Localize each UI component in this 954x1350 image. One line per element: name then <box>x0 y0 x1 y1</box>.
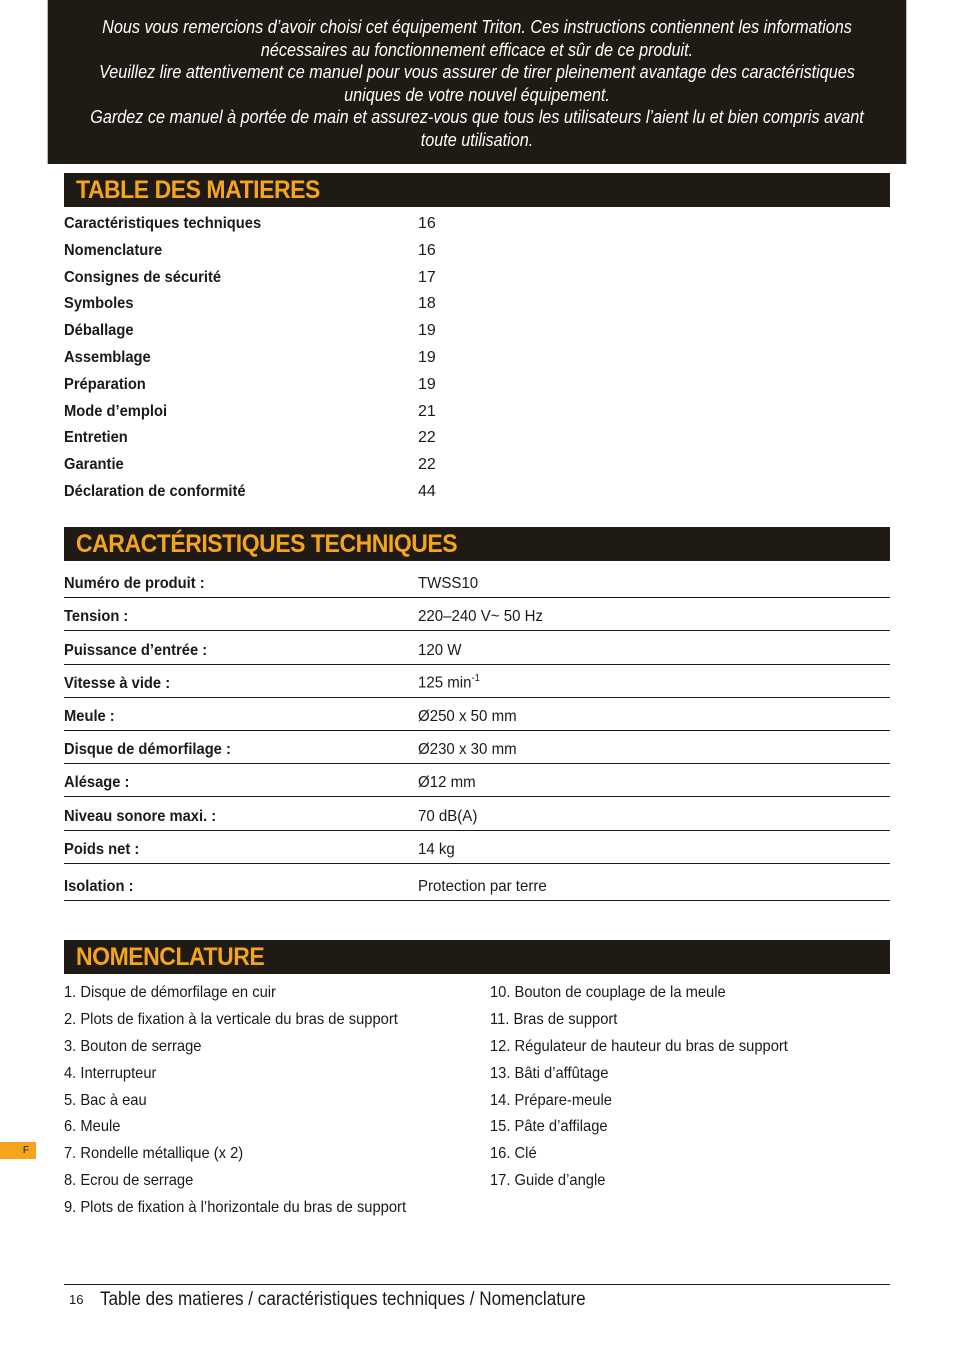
intro-line: uniques de votre nouvel équipement. <box>344 84 610 105</box>
toc-label: Mode d’emploi <box>64 402 168 420</box>
nomenclature-item: 1. Disque de démorfilage en cuir <box>64 984 276 1001</box>
spec-key: Numéro de produit : <box>64 575 205 593</box>
intro-line: Gardez ce manuel à portée de main et assurez-vous que tous les utilisateurs l’aient lu et bien compris avant <box>90 107 864 127</box>
toc-entry <box>64 425 890 452</box>
toc-label: Nomenclature <box>64 241 163 259</box>
spec-value: Ø230 x 30 mm <box>418 741 517 759</box>
toc-label: Assemblage <box>64 348 151 366</box>
spec-key: Disque de démorfilage : <box>64 741 231 759</box>
nomenclature-item: 15. Pâte d’affilage <box>490 1118 608 1136</box>
nomenclature-item: 12. Régulateur de hauteur du bras de support <box>490 1037 788 1055</box>
toc-page: 16 <box>418 215 436 232</box>
spec-value: Protection par terre <box>418 877 547 895</box>
spec-key: Alésage : <box>64 774 130 792</box>
toc-title: TABLE DES MATIERES <box>76 176 320 204</box>
nomenclature-item: 4. Interrupteur <box>64 1064 157 1082</box>
nomenclature-item: 5. Bac à eau <box>64 1091 147 1109</box>
toc-page: 22 <box>418 429 436 447</box>
toc-page: 16 <box>418 241 436 259</box>
nomenclature-item: 3. Bouton de serrage <box>64 1037 202 1055</box>
toc-entry <box>64 372 890 399</box>
spec-row <box>64 631 890 664</box>
toc-entry <box>64 238 890 265</box>
spec-value-wrapper <box>418 673 480 692</box>
nomenclature-item: 16. Clé <box>490 1145 537 1163</box>
toc-entry <box>64 211 890 238</box>
toc-page: 19 <box>418 322 436 340</box>
spec-key: Meule : <box>64 707 115 725</box>
spec-value: Ø250 x 50 mm <box>418 707 517 725</box>
page-number: 16 <box>69 1292 84 1307</box>
spec-value-superscript: -1 <box>471 673 480 685</box>
spec-row <box>64 731 890 764</box>
footer-title: Table des matieres / caractéristiques techniques / Nomenclature <box>100 1289 586 1310</box>
nomenclature-left-column <box>64 980 436 1222</box>
toc-label: Symboles <box>64 295 134 313</box>
nomenclature-title: NOMENCLATURE <box>76 943 265 971</box>
toc-header <box>64 173 890 207</box>
toc-entry <box>64 318 890 345</box>
intro-line: Veuillez lire attentivement ce manuel pour vous assurer de tirer pleinement avantage des caractéristiques <box>99 62 855 82</box>
toc-page: 44 <box>418 482 436 500</box>
nomenclature-item: 11. Bras de support <box>490 1010 618 1028</box>
nomenclature-item: 6. Meule <box>64 1118 121 1136</box>
intro-line: Nous vous remercions d’avoir choisi cet équipement Triton. Ces instructions contiennent les informations <box>102 17 852 37</box>
spec-key: Puissance d’entrée : <box>64 641 208 659</box>
toc-entry <box>64 399 890 426</box>
toc-page: 17 <box>418 268 436 286</box>
toc-entry <box>64 345 890 372</box>
toc-label: Consignes de sécurité <box>64 268 222 286</box>
nomenclature-item: 10. Bouton de couplage de la meule <box>490 984 726 1001</box>
spec-row <box>64 764 890 797</box>
spec-row <box>64 565 890 598</box>
specs-table <box>64 565 890 901</box>
spec-value: 70 dB(A) <box>418 807 478 825</box>
spec-key: Tension : <box>64 608 129 626</box>
toc-list <box>64 211 890 506</box>
nomenclature-item: 7. Rondelle métallique (x 2) <box>64 1145 244 1163</box>
spec-value: 120 W <box>418 641 462 659</box>
toc-label: Préparation <box>64 375 146 393</box>
specs-header <box>64 527 890 561</box>
nomenclature-item: 13. Bâti d’affûtage <box>490 1064 609 1082</box>
spec-value: 220–240 V~ 50 Hz <box>418 608 544 626</box>
toc-entry <box>64 291 890 318</box>
nomenclature-header <box>64 940 890 974</box>
spec-value: Ø12 mm <box>418 774 476 792</box>
nomenclature-right-column <box>490 980 814 1195</box>
intro-line: toute utilisation. <box>420 129 534 150</box>
spec-row <box>64 797 890 830</box>
spec-key: Niveau sonore maxi. : <box>64 807 217 825</box>
toc-page: 22 <box>418 456 436 474</box>
toc-entry <box>64 452 890 479</box>
spec-value: 125 min <box>418 674 472 692</box>
intro-line: nécessaires au fonctionnement efficace et sûr de ce produit. <box>260 39 694 60</box>
spec-row <box>64 665 890 698</box>
spec-value: TWSS10 <box>418 575 479 593</box>
spec-value: 14 kg <box>418 840 455 858</box>
spec-key: Poids net : <box>64 840 140 858</box>
specs-title: CARACTÉRISTIQUES TECHNIQUES <box>76 530 458 558</box>
nomenclature-item: 8. Ecrou de serrage <box>64 1172 194 1190</box>
spec-key: Isolation : <box>64 877 134 895</box>
nomenclature-item: 2. Plots de fixation à la verticale du bras de support <box>64 1010 398 1028</box>
toc-label: Déballage <box>64 322 134 340</box>
nomenclature-item: 14. Prépare-meule <box>490 1091 612 1109</box>
toc-label: Déclaration de conformité <box>64 482 246 500</box>
language-tab: F <box>0 1142 36 1159</box>
nomenclature-item: 9. Plots de fixation à l’horizontale du bras de support <box>64 1199 407 1217</box>
spec-row <box>64 598 890 631</box>
footer-divider <box>64 1284 890 1285</box>
spec-row <box>64 698 890 731</box>
toc-page: 19 <box>418 348 436 366</box>
toc-page: 19 <box>418 375 436 393</box>
spec-key: Vitesse à vide : <box>64 674 171 692</box>
toc-page: 18 <box>418 295 436 313</box>
spec-row <box>64 864 890 901</box>
toc-page: 21 <box>418 402 436 420</box>
intro-banner <box>48 0 907 164</box>
toc-label: Entretien <box>64 429 128 447</box>
nomenclature-item: 17. Guide d’angle <box>490 1172 606 1190</box>
toc-label: Garantie <box>64 456 124 474</box>
toc-entry <box>64 479 890 506</box>
toc-label: Caractéristiques techniques <box>64 215 262 232</box>
toc-entry <box>64 265 890 292</box>
spec-row <box>64 831 890 864</box>
